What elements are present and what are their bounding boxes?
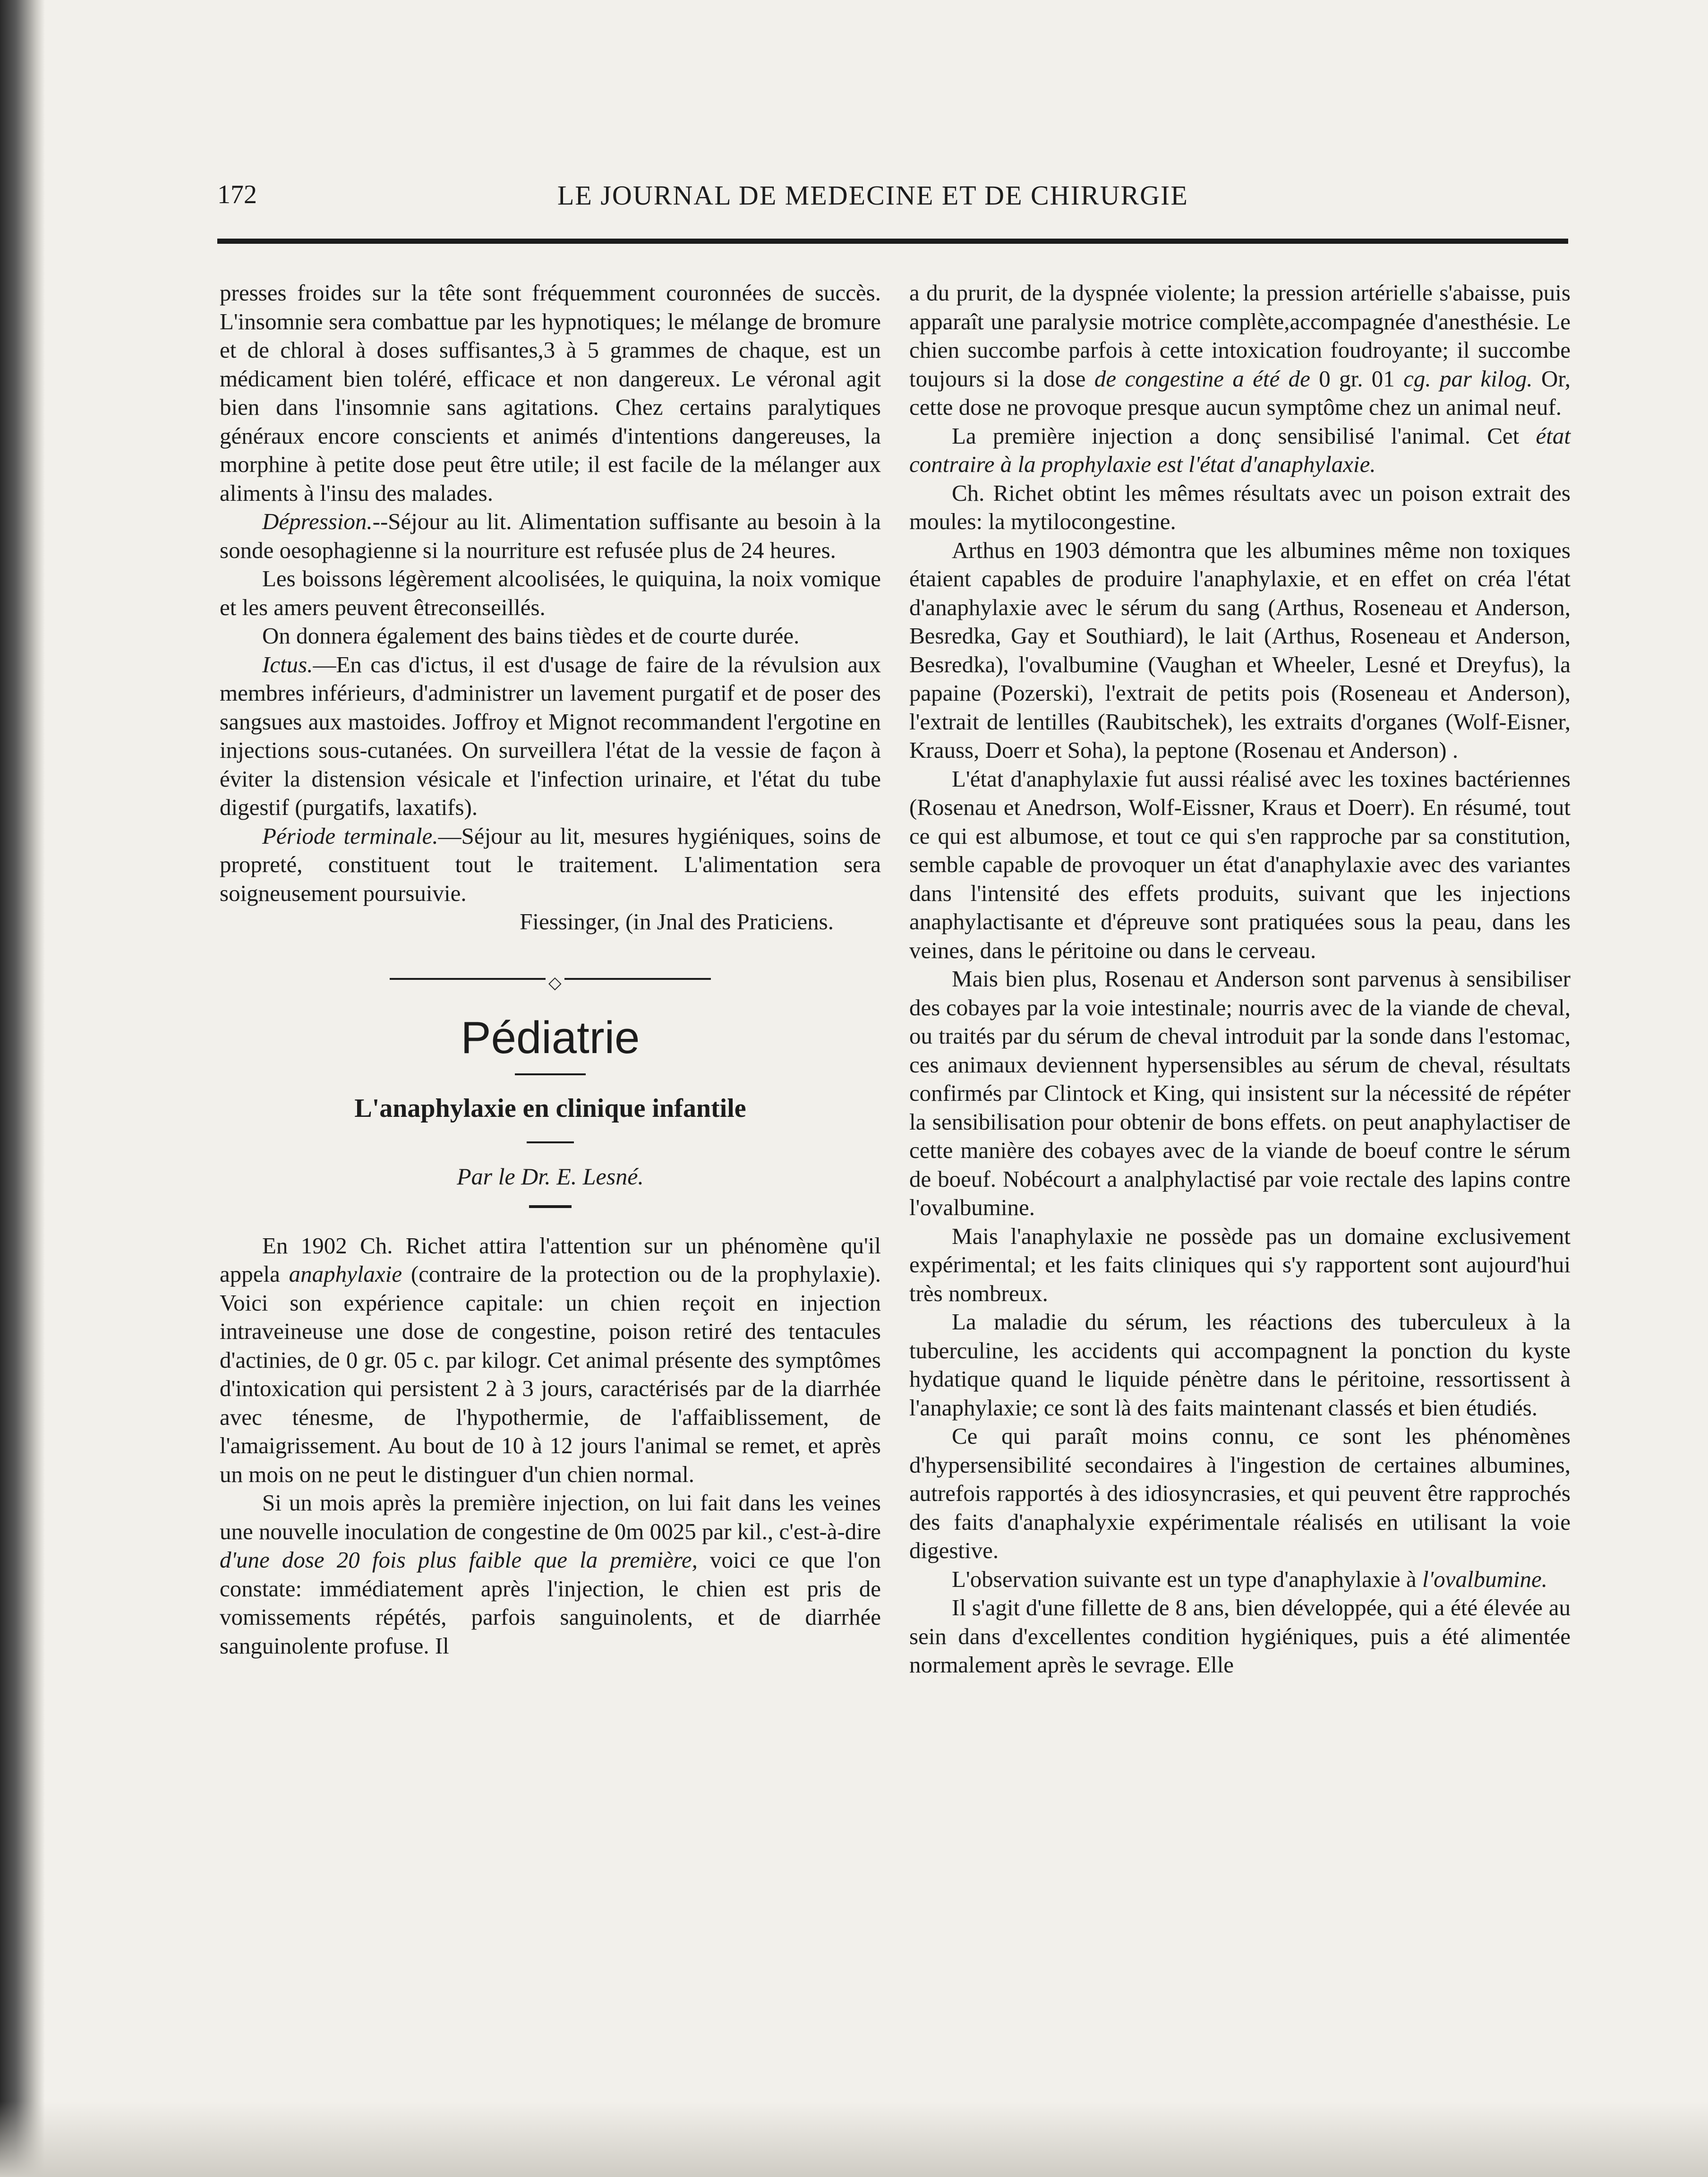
title-rule [515,1073,586,1075]
text-p1-start: En 1902 Ch. Richet attira l'attention sur un phénomène qu'il appela [220,1232,881,1287]
text-cont-emph: de congestine a été de [1094,365,1310,392]
paragraph-maladie-serum: La maladie du sérum, les réactions des tuberculeux à la tuberculine, les accidents qui accompagnent la ponction du kyste hydatique quand le liquide pénètre dans le péritoine, ressortissent à l'anaphylaxie; ce sont là des faits maintenant classés et bien étudiés. [909,1309,1571,1421]
paragraph-depression [220,507,881,565]
paragraph-toxines: L'état d'anaphylaxie fut aussi réalisé avec les toxines bactériennes (Rosenau et Anedrson, Wolf-Eissner, Kraus et Doerr). En résumé, tout ce qui est albumose, et tout ce qui s'en rapproche par sa constitution, semble capable de provoquer un état d'anaphylaxie avec des variantes dans l'intensité des effets produits, suivant que les injections anaphylactisante et d'épreuve sont pratiquées sous la peau, dans les veines, dans le péritoine ou dans le cerveau. [909,765,1571,963]
paragraph-bains: On donnera également des bains tièdes et de courte durée. [262,623,800,649]
header-rule [217,239,1568,244]
byline-rule [529,1205,572,1208]
diamond-icon: ◇ [546,969,564,997]
signature: Fiessinger, (in Jnal des Praticiens. [520,909,834,934]
article-rule [527,1141,574,1143]
left-column [220,279,881,1660]
text-cont-start: a du prurit, de la dyspnée violente; la pression artérielle s'abaisse, puis apparaît une paralysie motrice complète,accompagnée d'anesthésie. Le chien succombe parfois à cette intoxication foudroyante; il succombe toujours si la dose [909,280,1571,392]
label-terminale: Période terminale. [262,823,438,849]
paragraph-fillette: Il s'agit d'une fillette de 8 ans, bien développée, qui a été élevée au sein dans d'excellentes condition hygiéniques, puis a été alimentée normalement après le sevrage. Elle [909,1594,1571,1678]
text-terminale: —Séjour au lit, mesures hygiéniques, soins de propreté, constituent tout le traitement. L'alimentation sera soigneusement poursuivie. [220,823,881,906]
paragraph-arthus: Arthus en 1903 démontra que les albumines même non toxiques étaient capables de produire l'anaphylaxie, et en effet on créa l'état d'anaphylaxie avec le sérum du sang (Arthus, Roseneau et Anderson, Besredka, Gay et Southiard), le lait (Arthus, Roseneau et Anderson, Besredka), l'ovalbumine (Vaughan et Wheeler, Lesné et Dreyfus), la papaine (Pozerski), l'extrait de petits pois (Roseneau et Anderson), l'extrait de lentilles (Raubitschek), les extraits d'organes (Wolf-Eisner, Krauss, Doerr et Soha), la peptone (Rosenau et Anderson) . [909,537,1571,763]
paragraph-terminale [220,822,881,908]
paragraph-voie-intestinale: Mais bien plus, Rosenau et Anderson sont parvenus à sensibiliser des cobayes par la voie intestinale; nourris avec de la viande de cheval, ou traités par du sérum de cheval introduit par la sonde dans l'estomac, ces animaux deviennent hypersensibles au sérum de cheval, résultats confirmés par Clintock et King, qui insistent sur la nécessité de répéter la sensibilisation pour obtenir de bons effets. on peut anaphylactiser de cette manière des cobayes avec de la viande de boeuf contre le sérum de boeuf. Nobécourt a analphylactisé par voie rectale des lapins contre l'ovalbumine. [909,966,1571,1220]
paragraph-sensibilise [909,422,1571,479]
paragraph-seconde-injection [220,1489,881,1660]
section-ornament [220,965,881,993]
page-edge-shadow [0,0,45,2177]
paragraph-boissons: Les boissons légèrement alcoolisées, le quiquina, la noix vomique et les amers peuvent êtreconseillés. [220,566,881,620]
page-header [217,180,1568,222]
paragraph-continuation [909,279,1571,422]
text-cont-rest: Or, cette dose ne provoque presque aucun symptôme chez un animal neuf. [909,365,1571,420]
text-p2-rest: voici ce que l'on constate: immédiatement après l'injection, le chien est pris de vomissements répétés, parfois sanguinolents, et de diarrhée sanguinolente profuse. Il [220,1547,881,1659]
paragraph-ictus [220,651,881,822]
paragraph-hypersensibilite: Ce qui paraît moins connu, ce sont les phénomènes d'hypersensibilité secondaires à l'ingestion de certaines albumines, autrefois rapportés à des idiosyncrasies, et qui peuvent être rapprochés des faits d'anaphalyxie expérimentale réalisés en utilisant la voie digestive. [909,1423,1571,1563]
label-depression: Dépression. [262,508,373,534]
text-cont-emph2: cg. par kilog. [1403,365,1533,392]
bottom-edge-shadow [0,2101,1708,2177]
paragraph-richet-experience [220,1232,881,1489]
text-observation-emph: l'ovalbumine. [1422,1566,1547,1592]
paragraph-faits-cliniques: Mais l'anaphylaxie ne possède pas un domaine exclusivement expérimental; et les faits cliniques qui s'y rapportent sont aujourd'hui très nombreux. [909,1223,1571,1306]
text-cont-mid: 0 gr. 01 [1310,365,1404,392]
section-title: Pédiatrie [461,1012,640,1063]
text-sensibilise-emph: état contraire à la prophylaxie est l'état d'anaphylaxie. [909,422,1571,477]
byline: Par le Dr. E. Lesné. [457,1163,644,1190]
article-title: L'anaphylaxie en clinique infantile [354,1093,746,1123]
text-ictus: —En cas d'ictus, il est d'usage de faire de la révulsion aux membres inférieurs, d'administrer un lavement purgatif et de poser des sangsues aux mastoides. Joffroy et Mignot recommandent l'ergotine en injections sous-cutanées. On surveillera l'état de la vessie de façon à éviter la distension vésicale et l'infection urinaire, et l'état du tube digestif (purgatifs, laxatifs). [220,651,881,820]
journal-title: LE JOURNAL DE MEDECINE ET DE CHIRURGIE [557,180,1188,211]
text-p2-start: Si un mois après la première injection, on lui fait dans les veines une nouvelle inoculation de congestine de 0m 0025 par kil., c'est-à-dire [220,1490,881,1544]
text-p1-rest: (contraire de la protection ou de la prophylaxie). Voici son expérience capitale: un chien reçoit en injection intraveineuse une dose de congestine, poison retiré des tentacules d'actinies, de 0 gr. 05 c. par kilogr. Cet animal présente des symptômes d'intoxication qui persistent 2 à 3 jours, caractérisés par de la diarrhée avec ténesme, de l'hypothermie, de l'affaiblissement, de l'amaigrissement. Au bout de 10 à 12 jours l'animal se remet, et après un mois on ne peut le distinguer d'un chien normal. [220,1261,881,1487]
paragraph-observation [909,1565,1571,1594]
text-observation: L'observation suivante est un type d'anaphylaxie à [952,1566,1423,1592]
paragraph-mytilocongestine: Ch. Richet obtint les mêmes résultats avec un poison extrait des moules: la mytilocongestine. [909,480,1571,534]
text-depression: --Séjour au lit. Alimentation suffisante au besoin à la sonde oesophagienne si la nourriture est refusée plus de 24 heures. [220,508,881,563]
right-column [909,279,1571,1680]
paragraph-insomnie: presses froides sur la tête sont fréquemment couronnées de succès. L'insomnie sera combattue par les hypnotiques; le mélange de bromure et de chloral à doses suffisantes,3 à 5 grammes de chaque, est un médicament bien toléré, efficace et non dangereux. Le véronal agit bien dans l'insomnie sans agitations. Chez certains paralytiques généraux encore conscients et animés d'intentions dangereuses, la morphine à petite dose peut être utile; il est facile de la mélanger aux aliments à l'insu des malades. [220,280,881,506]
text-sensibilise: La première injection a donç sensibilisé l'animal. Cet [952,422,1536,449]
label-ictus: Ictus. [262,651,313,677]
page-number: 172 [217,180,257,209]
term-anaphylaxie: anaphylaxie [289,1261,402,1287]
text-p2-emph: d'une dose 20 fois plus faible que la première, [220,1547,698,1573]
